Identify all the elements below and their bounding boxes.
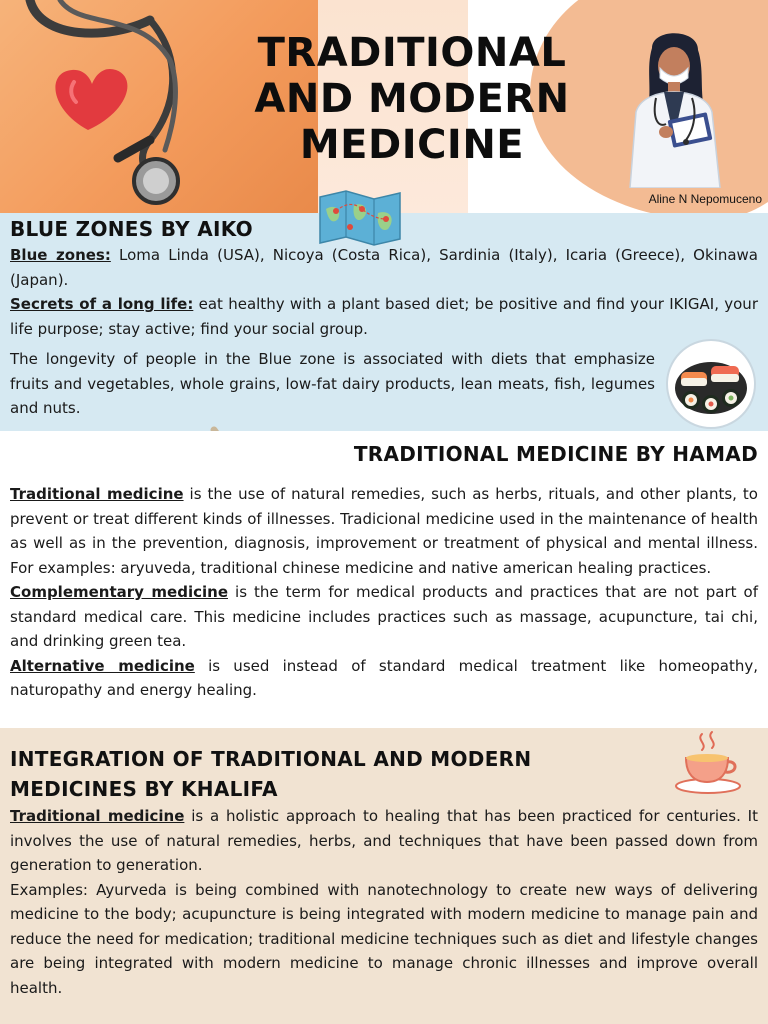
title-line: TRADITIONAL bbox=[257, 30, 567, 76]
paragraph-text: is a holistic approach to healing that has been practiced for centuries. It involves the use of natural remedies, herbs, and techniques that have been passed down from generation to generation. bbox=[10, 807, 758, 874]
paragraph: The longevity of people in the Blue zone is associated with diets that emphasize fruits and vegetables, whole grains, low-fat dairy products, lean meats, fish, legumes and nuts. bbox=[10, 350, 655, 417]
paragraph bbox=[10, 243, 758, 292]
section-heading: TRADITIONAL MEDICINE BY HAMAD bbox=[353, 442, 758, 466]
header bbox=[0, 0, 768, 213]
paragraph bbox=[10, 654, 758, 703]
page-title bbox=[222, 30, 602, 168]
term-label: Blue zones: bbox=[10, 246, 111, 264]
section-heading: BLUE ZONES BY AIKO bbox=[10, 217, 253, 241]
term-label: Complementary medicine bbox=[10, 583, 228, 601]
integration-section bbox=[0, 728, 768, 1024]
term-label: Traditional medicine bbox=[10, 807, 185, 825]
paragraph-text: is the term for medical products and practices that are not part of standard medical care. This medicine includes practices such as massage, acupuncture, tai chi, and drinking green tea. bbox=[10, 583, 758, 650]
map-icon bbox=[316, 189, 404, 247]
term-label: Secrets of a long life: bbox=[10, 295, 194, 313]
heading-line: INTEGRATION OF TRADITIONAL AND MODERN bbox=[10, 747, 532, 771]
paragraph bbox=[10, 804, 758, 878]
term-label: Alternative medicine bbox=[10, 656, 195, 675]
author-name: Aline N Nepomuceno bbox=[648, 192, 762, 206]
section-heading bbox=[10, 744, 650, 804]
blue-zones-section bbox=[0, 213, 768, 431]
title-line: MEDICINE bbox=[299, 122, 525, 168]
tea-cup-icon bbox=[672, 730, 744, 796]
term-label: Traditional medicine bbox=[10, 485, 184, 503]
paragraph-text: eat healthy with a plant based diet; be positive and find your IKIGAI, your life purpose; stay active; find your social group. bbox=[10, 295, 758, 338]
sushi-icon bbox=[665, 338, 757, 430]
paragraph-text: is the use of natural remedies, such as herbs, rituals, and other plants, to prevent or treat different kinds of illnesses. Tradicional medicine used in the maintenance of health as well as in the prevention, diagnosis, improvement or treatment of physical and mental illness. For examples: aryuveda, traditional chinese medicine and native american healing practices. bbox=[10, 485, 758, 577]
paragraph bbox=[10, 580, 758, 654]
paragraph-text: Loma Linda (USA), Nicoya (Costa Rica), Sardinia (Italy), Icaria (Greece), Okinawa (Japan). bbox=[10, 246, 758, 289]
title-line: AND MODERN bbox=[254, 76, 570, 122]
paragraph bbox=[10, 482, 758, 580]
paragraph: Examples: Ayurveda is being combined with nanotechnology to create new ways of delivering medicine to the body; acupuncture is being integrated with modern medicine to manage pain and reduce the need for medication; traditional medicine techniques such as diet and lifestyle changes are being integrated with modern medicine to manage chronic illnesses and improve overall health. bbox=[10, 880, 758, 997]
paragraph bbox=[10, 292, 758, 341]
paragraph-text: is used instead of standard medical treatment like homeopathy, naturopathy and energy healing. bbox=[10, 656, 758, 699]
traditional-medicine-section bbox=[0, 431, 768, 728]
heading-line: MEDICINES BY KHALIFA bbox=[10, 777, 278, 801]
doctor-icon bbox=[612, 28, 738, 188]
